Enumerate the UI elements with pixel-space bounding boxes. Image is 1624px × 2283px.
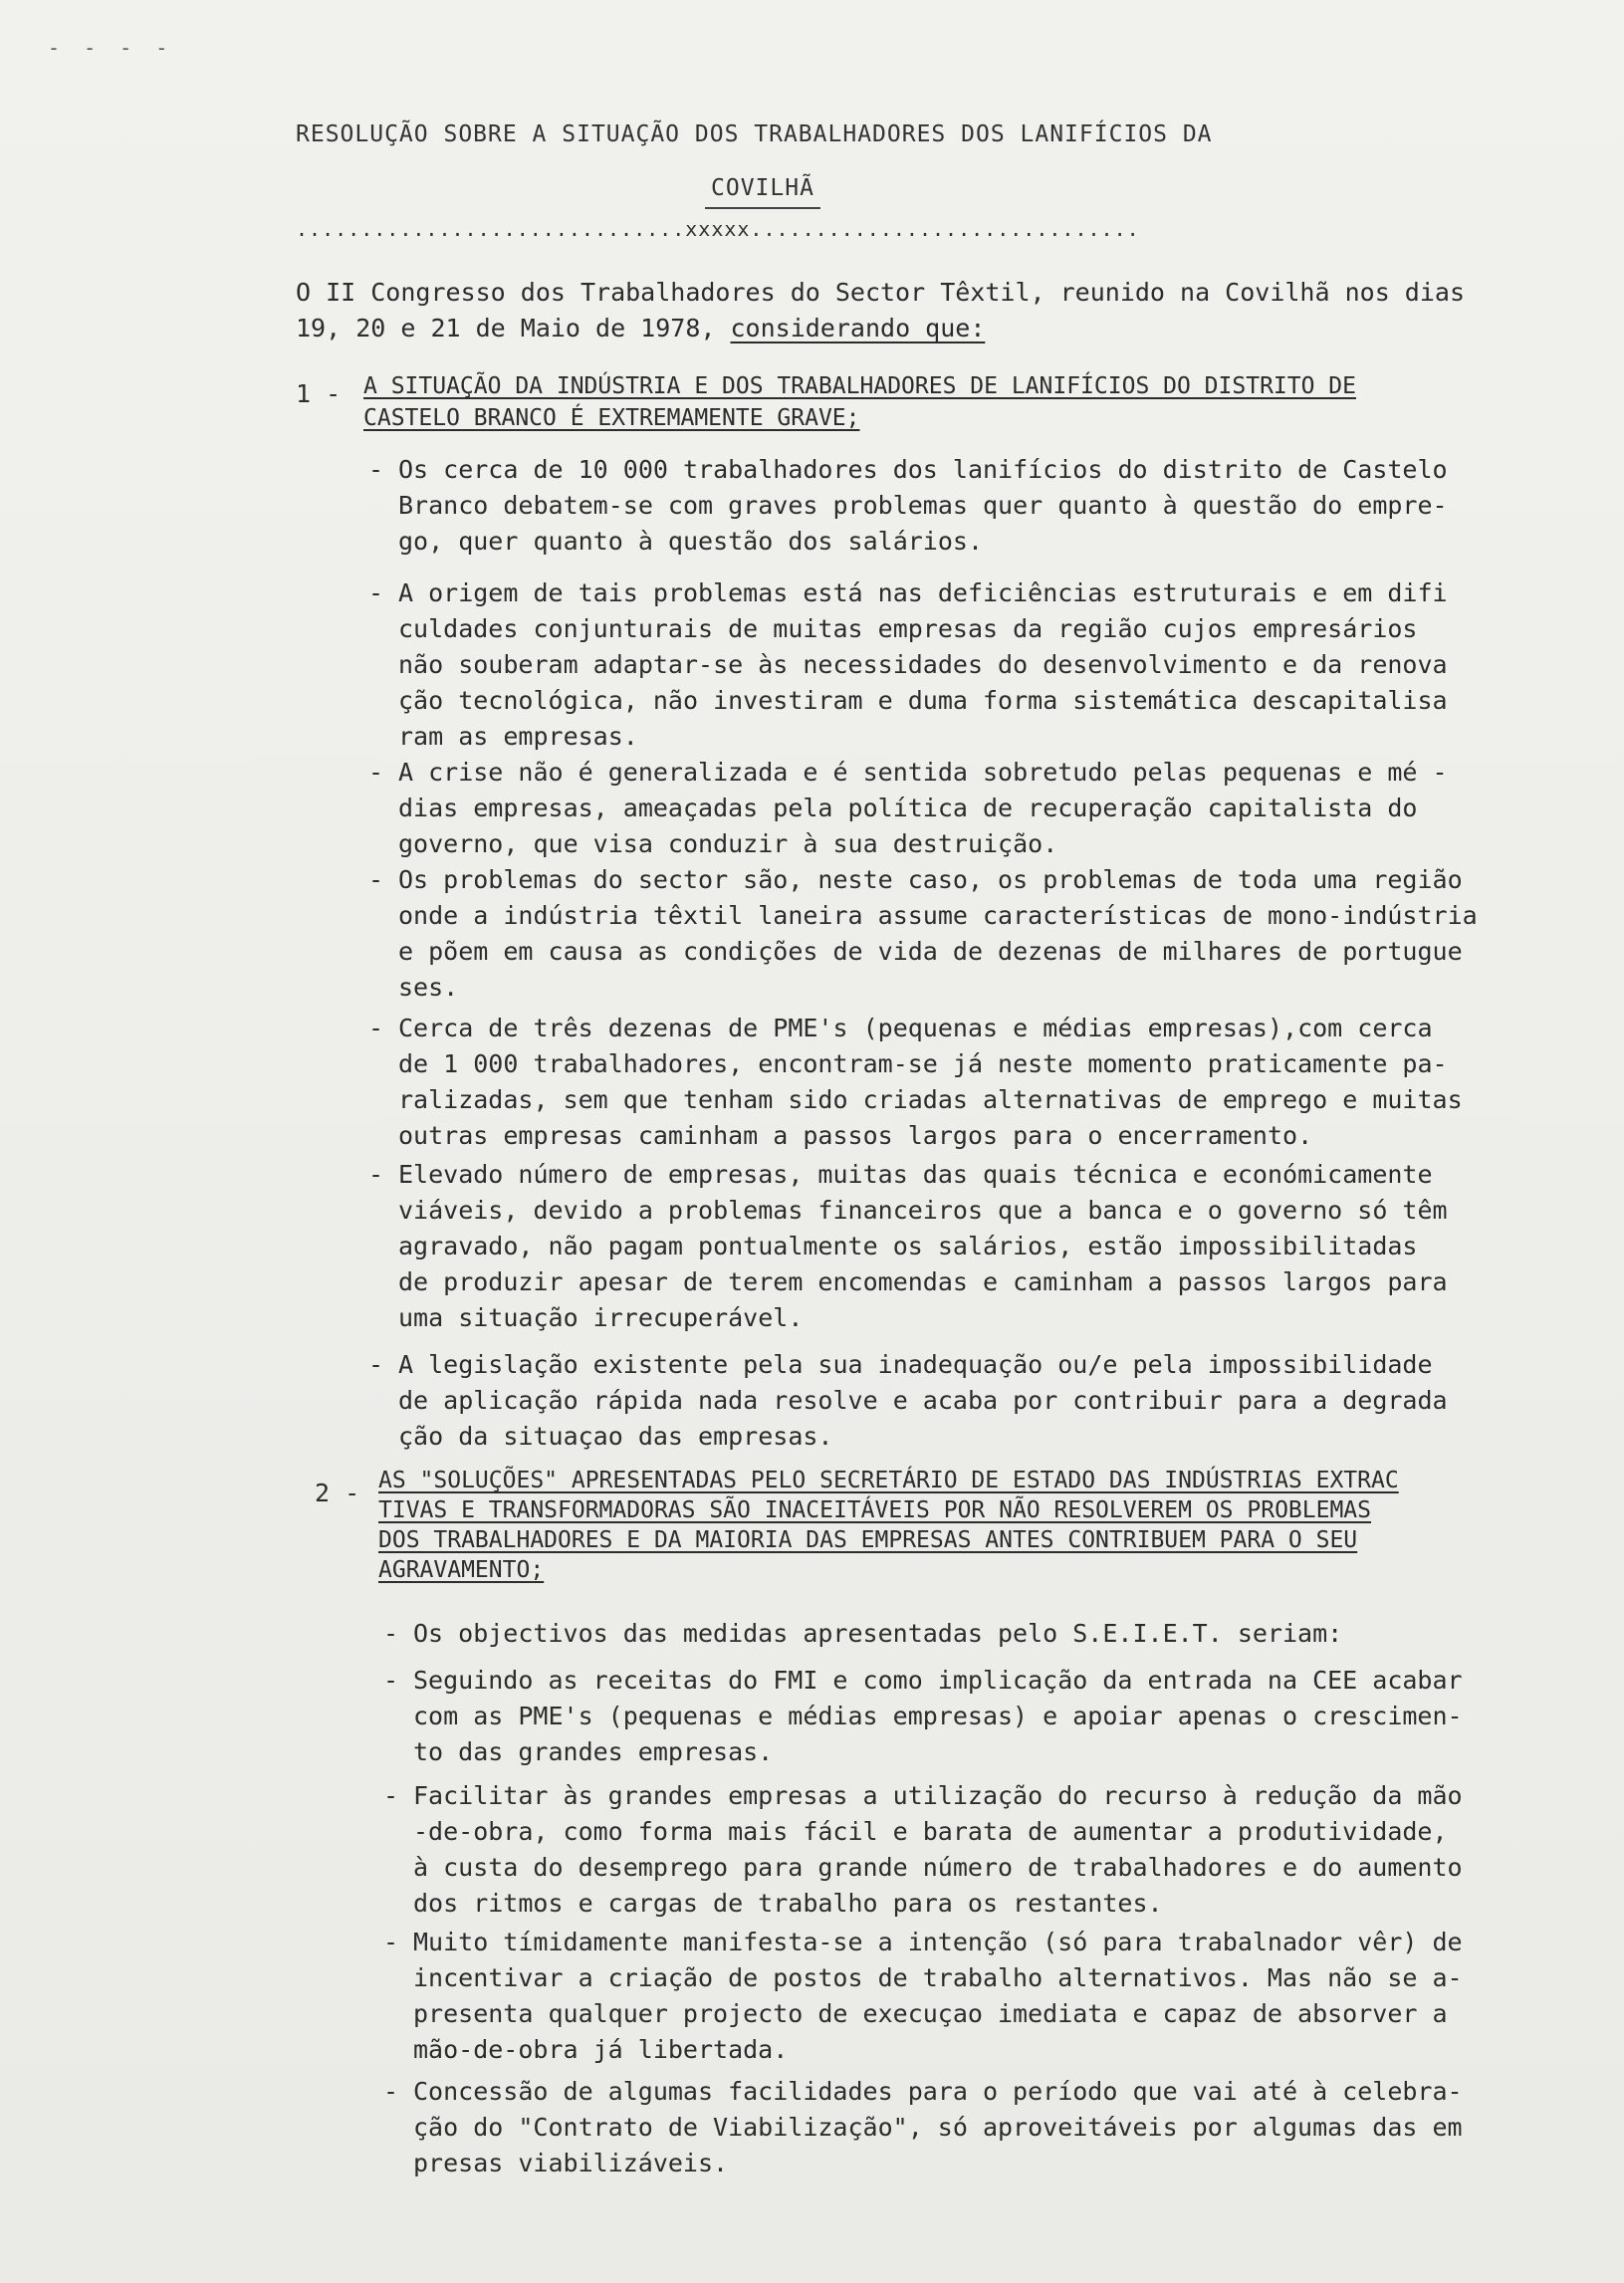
list-item-line: de produzir apesar de terem encomendas e caminham a passos largos para	[398, 1267, 1448, 1296]
bullet-dash: -	[368, 758, 384, 787]
section-2-title-line-1: AS "SOLUÇÕES" APRESENTADAS PELO SECRETÁRIO DE ESTADO DAS INDÚSTRIAS EXTRAC	[378, 1468, 1399, 1493]
bullet-dash: -	[368, 1160, 384, 1189]
bullet-dash: -	[368, 865, 384, 894]
list-item-line: uma situação irrecuperável.	[398, 1303, 804, 1332]
list-item-line: com as PME's (pequenas e médias empresas) e apoiar apenas o crescimen-	[413, 1702, 1463, 1730]
section-1-title-line-2: CASTELO BRANCO É EXTREMAMENTE GRAVE;	[363, 405, 860, 431]
list-item	[383, 1663, 1604, 1770]
list-item	[368, 862, 1604, 1006]
list-item	[368, 1347, 1604, 1455]
list-item-line: Branco debatem-se com graves problemas quer quanto à questão do empre-	[398, 491, 1448, 520]
bullet-dash: -	[383, 1619, 399, 1648]
section-2-number: 2 -	[315, 1479, 360, 1507]
list-item-line: governo, que visa conduzir à sua destruição.	[398, 829, 1058, 858]
list-item-line: A origem de tais problemas está nas deficiências estruturais e em difi	[398, 578, 1448, 607]
list-item-line: de aplicação rápida nada resolve e acaba por contribuir para a degrada	[398, 1386, 1448, 1415]
list-item-line: dos ritmos e cargas de trabalho para os restantes.	[413, 1889, 1163, 1918]
list-item	[383, 1778, 1604, 1922]
list-item-line: ção tecnológica, não investiram e duma forma sistemática descapitalisa	[398, 686, 1448, 715]
section-2-title-line-4: AGRAVAMENTO;	[378, 1557, 545, 1583]
list-item	[383, 2074, 1604, 2181]
list-item	[368, 452, 1604, 560]
list-item-line: mão-de-obra já libertada.	[413, 2035, 789, 2064]
list-item-line: Os problemas do sector são, neste caso, os problemas de toda uma região	[398, 865, 1463, 894]
document-title-line-1: RESOLUÇÃO SOBRE A SITUAÇÃO DOS TRABALHADORES DOS LANIFÍCIOS DA	[296, 121, 1213, 147]
list-item-line: Cerca de três dezenas de PME's (pequenas e médias empresas),com cerca	[398, 1014, 1433, 1042]
list-item-line: Elevado número de empresas, muitas das quais técnica e económicamente	[398, 1160, 1433, 1189]
bullet-dash: -	[383, 1781, 399, 1810]
list-item	[383, 1925, 1604, 2068]
list-item-line: Os objectivos das medidas apresentadas pelo S.E.I.E.T. seriam:	[413, 1619, 1343, 1648]
list-item-line: dias empresas, ameaçadas pela política de recuperação capitalista do	[398, 794, 1418, 822]
list-item-line: ses.	[398, 973, 459, 1002]
section-2-title	[378, 1466, 1613, 1585]
intro-considerando-que: considerando que:	[730, 314, 986, 342]
list-item-line: A crise não é generalizada e é sentida sobretudo pelas pequenas e mé -	[398, 758, 1448, 787]
list-item-line: outras empresas caminham a passos largos para o encerramento.	[398, 1121, 1313, 1150]
list-item	[368, 1011, 1604, 1154]
list-item-line: presenta qualquer projecto de execuçao imediata e capaz de absorver a	[413, 1999, 1448, 2028]
title-separator: ..............................xxxxx..............................	[296, 217, 1140, 241]
list-item-line: -de-obra, como forma mais fácil e barata de aumentar a produtividade,	[413, 1817, 1448, 1846]
list-item	[368, 755, 1604, 862]
bullet-dash: -	[368, 1350, 384, 1379]
list-item-line: Muito tímidamente manifesta-se a intenção (só para trabalnador vêr) de	[413, 1928, 1463, 1956]
list-item-line: Seguindo as receitas do FMI e como implicação da entrada na CEE acabar	[413, 1666, 1463, 1695]
list-item-line: à custa do desemprego para grande número de trabalhadores e do aumento	[413, 1853, 1463, 1882]
list-item-line: ralizadas, sem que tenham sido criadas alternativas de emprego e muitas	[398, 1085, 1463, 1114]
bullet-dash: -	[383, 1928, 399, 1956]
list-item-line: ção do "Contrato de Viabilização", só aproveitáveis por algumas das em	[413, 2113, 1463, 2142]
bullet-dash: -	[383, 2077, 399, 2106]
list-item-line: agravado, não pagam pontualmente os salários, estão impossibilitadas	[398, 1232, 1418, 1260]
list-item-line: Facilitar às grandes empresas a utilização do recurso à redução da mão	[413, 1781, 1463, 1810]
list-item	[368, 575, 1604, 755]
list-item-line: de 1 000 trabalhadores, encontram-se já neste momento praticamente pa-	[398, 1049, 1448, 1078]
bullet-dash: -	[368, 1014, 384, 1042]
corner-mark: - - - -	[48, 36, 174, 60]
list-item-line: ram as empresas.	[398, 722, 638, 751]
intro-line-2	[296, 311, 1590, 346]
list-item-line: viáveis, devido a problemas financeiros que a banca e o governo só têm	[398, 1196, 1448, 1225]
list-item-line: culdades conjunturais de muitas empresas da região cujos empresários	[398, 614, 1418, 643]
intro-line-2-text: 19, 20 e 21 de Maio de 1978,	[296, 314, 731, 342]
list-item-line: e põem em causa as condições de vida de dezenas de milhares de portugue	[398, 937, 1463, 966]
list-item-line: to das grandes empresas.	[413, 1737, 774, 1766]
document-title-line-2: COVILHÃ	[705, 175, 820, 209]
list-item-line: incentivar a criação de postos de trabalho alternativos. Mas não se a-	[413, 1963, 1463, 1992]
bullet-dash: -	[383, 1666, 399, 1695]
bullet-dash: -	[368, 578, 384, 607]
list-item-line: não souberam adaptar-se às necessidades do desenvolvimento e da renova	[398, 650, 1448, 679]
list-item	[383, 1616, 1604, 1652]
intro-line-1: O II Congresso dos Trabalhadores do Sector Têxtil, reunido na Covilhã nos dias	[296, 278, 1465, 307]
list-item-line: presas viabilizáveis.	[413, 2149, 729, 2177]
list-item-line: Concessão de algumas facilidades para o período que vai até à celebra-	[413, 2077, 1463, 2106]
list-item-line: A legislação existente pela sua inadequação ou/e pela impossibilidade	[398, 1350, 1433, 1379]
section-2-title-line-2: TIVAS E TRANSFORMADORAS SÃO INACEITÁVEIS POR NÃO RESOLVEREM OS PROBLEMAS	[378, 1497, 1371, 1523]
list-item-line: onde a indústria têxtil laneira assume características de mono-indústria	[398, 901, 1478, 930]
intro-paragraph	[296, 275, 1590, 346]
list-item-line: Os cerca de 10 000 trabalhadores dos lanifícios do distrito de Castelo	[398, 455, 1448, 484]
section-1-title-line-1: A SITUAÇÃO DA INDÚSTRIA E DOS TRABALHADORES DE LANIFÍCIOS DO DISTRITO DE	[363, 373, 1356, 399]
list-item-line: ção da situaçao das empresas.	[398, 1422, 833, 1451]
section-1-number: 1 -	[296, 379, 342, 408]
list-item-line: go, quer quanto à questão dos salários.	[398, 527, 983, 556]
list-item	[368, 1157, 1604, 1336]
section-1-title	[363, 370, 1598, 434]
section-2-title-line-3: DOS TRABALHADORES E DA MAIORIA DAS EMPRESAS ANTES CONTRIBUEM PARA O SEU	[378, 1527, 1358, 1553]
bullet-dash: -	[368, 455, 384, 484]
